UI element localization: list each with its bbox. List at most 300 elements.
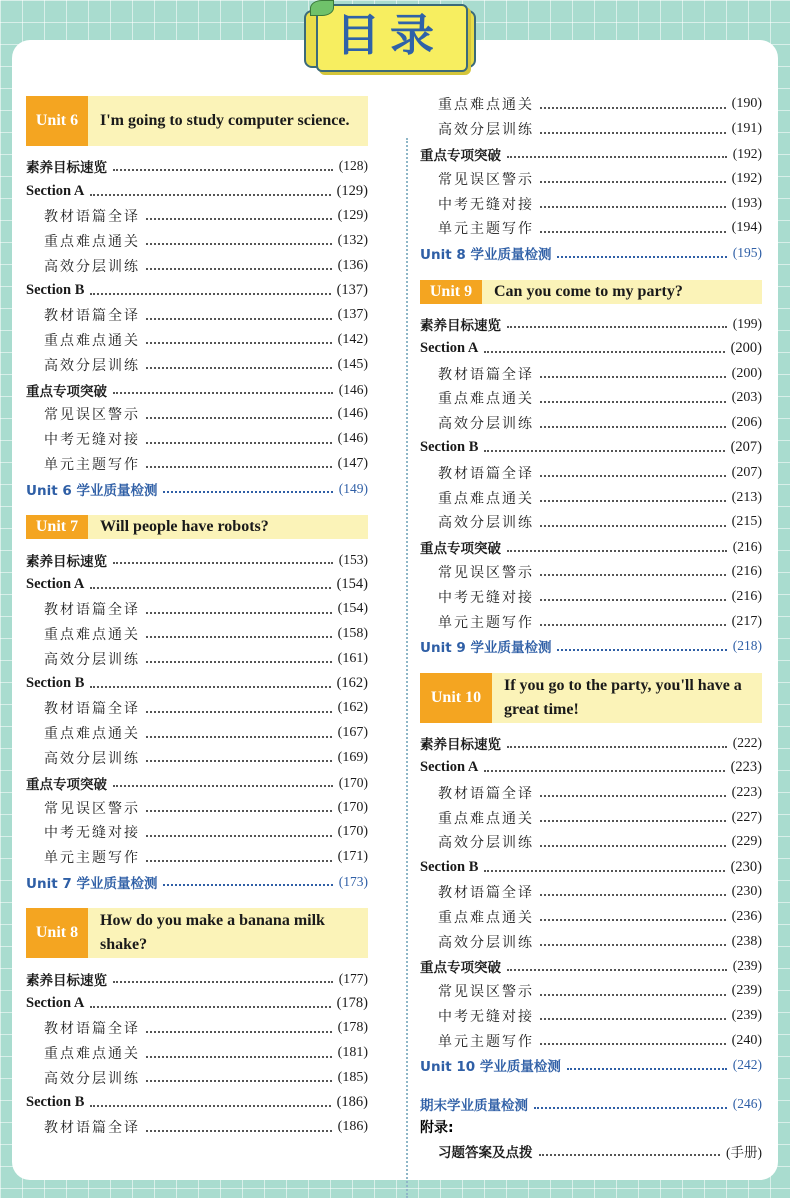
page-number: (161) bbox=[337, 650, 368, 666]
dot-leader bbox=[146, 710, 332, 713]
section-gap bbox=[26, 501, 368, 515]
dot-leader bbox=[146, 1079, 332, 1082]
page-number: (129) bbox=[337, 207, 368, 223]
dot-leader bbox=[146, 1030, 332, 1033]
dot-leader bbox=[540, 106, 726, 109]
toc-entry[interactable] bbox=[26, 352, 368, 377]
dot-leader bbox=[484, 449, 724, 452]
page-number: (195) bbox=[732, 245, 762, 261]
page-number: (147) bbox=[337, 455, 368, 471]
toc-entry[interactable] bbox=[26, 991, 368, 1016]
toc-entry[interactable] bbox=[420, 216, 762, 241]
dot-leader bbox=[540, 131, 726, 134]
toc-entry-label: 常见误区警示 bbox=[438, 565, 534, 581]
toc-entry[interactable] bbox=[26, 328, 368, 353]
toc-entry-label: 中考无缝对接 bbox=[44, 826, 140, 842]
toc-entry-label: 重点难点通关 bbox=[438, 811, 534, 827]
dot-leader bbox=[146, 465, 332, 468]
dot-leader bbox=[146, 611, 332, 614]
dot-leader bbox=[113, 980, 333, 983]
page-number: (246) bbox=[732, 1096, 762, 1112]
toc-entry-label: 重点专项突破 bbox=[26, 776, 107, 793]
toc-entry[interactable] bbox=[420, 1004, 762, 1029]
toc-entry-label: 教材语篇全译 bbox=[438, 786, 534, 802]
toc-entry[interactable] bbox=[26, 228, 368, 253]
toc-entry-label: 素养目标速览 bbox=[26, 972, 107, 989]
dot-leader bbox=[146, 759, 332, 762]
unit-heading bbox=[420, 673, 762, 723]
toc-entry-label: 高效分层训练 bbox=[44, 652, 140, 668]
toc-entry[interactable] bbox=[26, 303, 368, 328]
page-number: (215) bbox=[731, 514, 762, 530]
page-number: (186) bbox=[336, 1094, 368, 1111]
toc-entry-label: 教材语篇全译 bbox=[44, 309, 140, 325]
toc-entry-label: 教材语篇全译 bbox=[44, 209, 140, 225]
toc-entry[interactable] bbox=[26, 377, 368, 402]
toc-entry-label: 高效分层训练 bbox=[438, 935, 534, 951]
dot-leader bbox=[540, 1042, 726, 1045]
page-number: (199) bbox=[732, 315, 762, 331]
dot-leader bbox=[540, 524, 726, 527]
toc-entry[interactable] bbox=[26, 770, 368, 795]
page-number: (193) bbox=[731, 195, 762, 211]
toc-entry-label: 中考无缝对接 bbox=[438, 590, 534, 606]
toc-entry[interactable] bbox=[26, 154, 368, 179]
page-number: (178) bbox=[336, 995, 368, 1011]
dot-leader bbox=[113, 391, 333, 394]
section-gap bbox=[420, 659, 762, 673]
dot-leader bbox=[540, 598, 726, 601]
unit-title: Will people have robots? bbox=[100, 518, 269, 536]
dot-leader bbox=[540, 893, 726, 896]
toc-entry[interactable] bbox=[420, 386, 762, 411]
toc-entry-label: 重点难点通关 bbox=[438, 491, 534, 507]
toc-entry[interactable] bbox=[26, 721, 368, 746]
toc-entry-label: 重点难点通关 bbox=[44, 333, 140, 349]
page-number: (129) bbox=[336, 182, 368, 199]
page-number: (162) bbox=[337, 700, 368, 716]
toc-entry[interactable] bbox=[420, 117, 762, 142]
dot-leader bbox=[540, 1017, 726, 1020]
toc-entry[interactable] bbox=[420, 361, 762, 386]
toc-entry-label: 重点难点通关 bbox=[44, 234, 140, 250]
toc-entry[interactable] bbox=[420, 830, 762, 855]
page-number: (192) bbox=[732, 145, 762, 161]
toc-entry-label: 素养目标速览 bbox=[420, 737, 501, 754]
toc-entry-label: 重点难点通关 bbox=[438, 392, 534, 408]
unit-test-entry[interactable] bbox=[26, 870, 368, 895]
toc-entry-label: 重点专项突破 bbox=[26, 383, 107, 400]
toc-entry[interactable] bbox=[420, 904, 762, 929]
unit-heading bbox=[26, 515, 368, 539]
toc-entry[interactable] bbox=[26, 452, 368, 477]
toc-entry[interactable] bbox=[420, 336, 762, 361]
toc-entry-label: 重点难点通关 bbox=[44, 627, 140, 643]
toc-entry-label: 重点难点通关 bbox=[44, 1047, 140, 1063]
toc-entry-label: Unit 6 学业质量检测 bbox=[26, 482, 158, 499]
section-gap bbox=[420, 266, 762, 280]
toc-entry-label: 单元主题写作 bbox=[438, 222, 534, 238]
page-number: (177) bbox=[338, 970, 368, 986]
toc-entry[interactable] bbox=[420, 1028, 762, 1053]
page-number: (230) bbox=[730, 858, 762, 875]
dot-leader bbox=[146, 366, 332, 369]
page-number: (223) bbox=[731, 784, 762, 800]
dot-leader bbox=[540, 499, 726, 502]
page-number: (240) bbox=[731, 1032, 762, 1048]
toc-entry[interactable] bbox=[420, 560, 762, 585]
toc-entry-label: 高效分层训练 bbox=[44, 259, 140, 275]
dot-leader bbox=[146, 735, 332, 738]
page-number: (203) bbox=[731, 390, 762, 406]
toc-entry[interactable] bbox=[420, 411, 762, 436]
dot-leader bbox=[90, 685, 330, 688]
left-column bbox=[26, 96, 368, 1140]
toc-entry-label: Section A bbox=[420, 759, 479, 776]
page-number: (170) bbox=[337, 824, 368, 840]
page-number: (190) bbox=[731, 96, 762, 112]
page-number: (239) bbox=[732, 958, 762, 974]
unit-test-entry[interactable] bbox=[420, 241, 762, 266]
page-number: (216) bbox=[731, 588, 762, 604]
toc-entry[interactable] bbox=[420, 485, 762, 510]
toc-entry-label: 高效分层训练 bbox=[44, 1071, 140, 1087]
unit-badge: Unit 7 bbox=[26, 515, 88, 539]
page-number: (170) bbox=[338, 774, 368, 790]
toc-entry[interactable] bbox=[420, 954, 762, 979]
dot-leader bbox=[146, 834, 332, 837]
unit-heading bbox=[26, 96, 368, 146]
dot-leader bbox=[507, 549, 727, 552]
toc-entry-label: Unit 9 学业质量检测 bbox=[420, 640, 552, 657]
dot-leader bbox=[484, 869, 724, 872]
toc-entry-label: Section B bbox=[26, 1094, 85, 1111]
page-number: (169) bbox=[337, 749, 368, 765]
toc-entry-label: 教材语篇全译 bbox=[44, 1121, 140, 1137]
page-number: (167) bbox=[337, 725, 368, 741]
dot-leader bbox=[540, 623, 726, 626]
toc-entry-label: 单元主题写作 bbox=[44, 457, 140, 473]
dot-leader bbox=[90, 292, 330, 295]
page-number: (146) bbox=[338, 381, 368, 397]
page-number: (200) bbox=[731, 365, 762, 381]
unit-test-entry[interactable] bbox=[26, 476, 368, 501]
toc-entry-label: 教材语篇全译 bbox=[438, 466, 534, 482]
toc-entry[interactable] bbox=[420, 460, 762, 485]
toc-entry-label: 常见误区警示 bbox=[438, 985, 534, 1001]
toc-entry-label: 高效分层训练 bbox=[438, 516, 534, 532]
toc-entry-label: 重点难点通关 bbox=[438, 98, 534, 114]
toc-entry-label: 高效分层训练 bbox=[44, 751, 140, 767]
page-number: (229) bbox=[731, 834, 762, 850]
page-number: (146) bbox=[337, 431, 368, 447]
dot-leader bbox=[540, 375, 726, 378]
toc-entry[interactable] bbox=[26, 402, 368, 427]
toc-entry[interactable] bbox=[26, 671, 368, 696]
dot-leader bbox=[507, 968, 727, 971]
toc-entry-label: 教材语篇全译 bbox=[438, 885, 534, 901]
dot-leader bbox=[540, 993, 726, 996]
toc-entry-label: Section A bbox=[420, 340, 479, 357]
page-number: (132) bbox=[337, 232, 368, 248]
page-number: (194) bbox=[731, 220, 762, 236]
page-number: (227) bbox=[731, 809, 762, 825]
toc-entry-label: 单元主题写作 bbox=[438, 615, 534, 631]
toc-entry-label: 习题答案及点拨 bbox=[438, 1145, 533, 1162]
toc-entry[interactable] bbox=[420, 855, 762, 880]
dot-leader bbox=[540, 230, 726, 233]
dot-leader bbox=[146, 341, 332, 344]
page-number: (239) bbox=[731, 983, 762, 999]
page-number: (178) bbox=[337, 1020, 368, 1036]
right-column bbox=[420, 92, 762, 1163]
toc-entry[interactable] bbox=[26, 1041, 368, 1066]
dot-leader bbox=[540, 943, 726, 946]
page-number: (154) bbox=[337, 601, 368, 617]
dot-leader bbox=[557, 255, 726, 258]
dot-leader bbox=[146, 217, 332, 220]
dot-leader bbox=[540, 205, 726, 208]
toc-entry-label: 素养目标速览 bbox=[26, 553, 107, 570]
toc-entry-label: Section B bbox=[420, 439, 479, 456]
dot-leader bbox=[540, 180, 726, 183]
dot-leader bbox=[540, 573, 726, 576]
page-number: (137) bbox=[337, 307, 368, 323]
toc-entry-label: Section A bbox=[26, 995, 85, 1011]
dot-leader bbox=[507, 745, 727, 748]
toc-entry[interactable] bbox=[420, 510, 762, 535]
unit-test-entry[interactable] bbox=[420, 1053, 762, 1078]
dot-leader bbox=[146, 416, 332, 419]
title-banner bbox=[304, 2, 476, 74]
toc-entry-label: Section B bbox=[420, 858, 479, 875]
page-number: (171) bbox=[337, 849, 368, 865]
toc-entry-label: Section A bbox=[26, 575, 85, 592]
toc-entry[interactable] bbox=[26, 845, 368, 870]
toc-entry-label: 高效分层训练 bbox=[44, 358, 140, 374]
dot-leader bbox=[540, 844, 726, 847]
toc-entry-label: 单元主题写作 bbox=[438, 1034, 534, 1050]
page-number: (238) bbox=[731, 933, 762, 949]
dot-leader bbox=[507, 325, 727, 328]
page-number: (145) bbox=[337, 356, 368, 372]
unit-title: I'm going to study computer science. bbox=[100, 112, 350, 129]
dot-leader bbox=[540, 819, 726, 822]
dot-leader bbox=[146, 1129, 332, 1132]
page-number: (137) bbox=[336, 281, 368, 298]
dot-leader bbox=[540, 918, 726, 921]
toc-entry-label: 常见误区警示 bbox=[44, 408, 140, 424]
page-title: 目录 bbox=[336, 10, 444, 61]
page-number: (186) bbox=[337, 1119, 368, 1135]
toc-entry[interactable] bbox=[26, 795, 368, 820]
page-number: (217) bbox=[731, 613, 762, 629]
dot-leader bbox=[113, 168, 333, 171]
page-number: (230) bbox=[731, 883, 762, 899]
toc-entry[interactable] bbox=[420, 731, 762, 756]
toc-entry[interactable] bbox=[26, 253, 368, 278]
page-number: (213) bbox=[731, 489, 762, 505]
toc-entry-label: 教材语篇全译 bbox=[44, 1022, 140, 1038]
toc-entry-label: Section A bbox=[26, 182, 85, 199]
toc-entry[interactable] bbox=[26, 204, 368, 229]
page-number: (206) bbox=[731, 415, 762, 431]
dot-leader bbox=[146, 859, 332, 862]
dot-leader bbox=[539, 1153, 721, 1156]
toc-entry-label: 重点难点通关 bbox=[44, 727, 140, 743]
toc-entry[interactable] bbox=[26, 572, 368, 597]
toc-entry[interactable] bbox=[26, 1016, 368, 1041]
toc-entry-label: 教材语篇全译 bbox=[44, 702, 140, 718]
toc-entry-label: 高效分层训练 bbox=[438, 123, 534, 139]
dot-leader bbox=[90, 1005, 330, 1008]
toc-entry[interactable] bbox=[420, 436, 762, 461]
toc-entry[interactable] bbox=[420, 756, 762, 781]
toc-entry-label: 重点专项突破 bbox=[420, 960, 501, 977]
unit-badge: Unit 10 bbox=[420, 673, 492, 723]
dot-leader bbox=[557, 648, 726, 651]
page-number: (223) bbox=[730, 759, 762, 776]
toc-entry[interactable] bbox=[26, 179, 368, 204]
toc-entry-label: 中考无缝对接 bbox=[44, 433, 140, 449]
toc-entry[interactable] bbox=[26, 746, 368, 771]
page-number: (158) bbox=[337, 625, 368, 641]
page-number: (207) bbox=[731, 464, 762, 480]
toc-entry-label: 教材语篇全译 bbox=[438, 367, 534, 383]
page-number: (236) bbox=[731, 908, 762, 924]
page-number: (136) bbox=[337, 257, 368, 273]
toc-entry[interactable] bbox=[26, 696, 368, 721]
toc-entry-label: 常见误区警示 bbox=[44, 801, 140, 817]
page-number: (170) bbox=[337, 799, 368, 815]
toc-entry[interactable] bbox=[26, 597, 368, 622]
toc-entry[interactable] bbox=[420, 805, 762, 830]
toc-entry[interactable] bbox=[420, 312, 762, 337]
unit-title: If you go to the party, you'll have a great time! bbox=[504, 676, 742, 718]
dot-leader bbox=[146, 267, 332, 270]
toc-entry-label: 重点专项突破 bbox=[420, 541, 501, 558]
toc-entry[interactable] bbox=[26, 1090, 368, 1115]
page-number: (153) bbox=[338, 551, 368, 567]
dot-leader bbox=[163, 883, 332, 886]
appendix-label: 附录: bbox=[420, 1119, 454, 1136]
page-number: (146) bbox=[337, 406, 368, 422]
dot-leader bbox=[146, 1055, 332, 1058]
toc-entry[interactable] bbox=[420, 191, 762, 216]
toc-entry[interactable] bbox=[26, 1066, 368, 1091]
toc-entry[interactable] bbox=[420, 142, 762, 167]
toc-entry-label: Unit 10 学业质量检测 bbox=[420, 1059, 561, 1076]
final-exam-entry[interactable] bbox=[420, 1092, 762, 1117]
page-number: (200) bbox=[730, 340, 762, 357]
dot-leader bbox=[540, 474, 726, 477]
page-number: (216) bbox=[731, 563, 762, 579]
toc-entry[interactable] bbox=[420, 92, 762, 117]
toc-entry-label: 高效分层训练 bbox=[438, 836, 534, 852]
column-divider bbox=[406, 138, 408, 1198]
toc-entry-label: Unit 7 学业质量检测 bbox=[26, 875, 158, 892]
toc-entry[interactable] bbox=[420, 584, 762, 609]
dot-leader bbox=[540, 425, 726, 428]
toc-entry[interactable] bbox=[420, 929, 762, 954]
dot-leader bbox=[90, 193, 330, 196]
toc-entry[interactable] bbox=[420, 166, 762, 191]
toc-entry[interactable] bbox=[420, 609, 762, 634]
page-number: (242) bbox=[732, 1057, 762, 1073]
toc-entry-label: 单元主题写作 bbox=[44, 851, 140, 867]
section-gap bbox=[420, 1078, 762, 1092]
toc-entry[interactable] bbox=[26, 646, 368, 671]
page-number: (222) bbox=[732, 735, 762, 751]
page-number: (181) bbox=[337, 1045, 368, 1061]
page-number: (192) bbox=[731, 170, 762, 186]
toc-entry[interactable] bbox=[26, 1115, 368, 1140]
page-number: (162) bbox=[336, 675, 368, 692]
dot-leader bbox=[113, 561, 333, 564]
unit-test-entry[interactable] bbox=[420, 634, 762, 659]
dot-leader bbox=[146, 809, 332, 812]
dot-leader bbox=[540, 794, 726, 797]
unit-badge: Unit 8 bbox=[26, 908, 88, 958]
page-number: (239) bbox=[731, 1007, 762, 1023]
dot-leader bbox=[507, 155, 727, 158]
toc-entry-label: 重点专项突破 bbox=[420, 147, 501, 164]
dot-leader bbox=[484, 769, 724, 772]
page-number: (142) bbox=[337, 331, 368, 347]
toc-entry[interactable] bbox=[420, 780, 762, 805]
toc-entry[interactable] bbox=[420, 535, 762, 560]
dot-leader bbox=[146, 441, 332, 444]
dot-leader bbox=[163, 490, 332, 493]
toc-entry-label: 素养目标速览 bbox=[420, 317, 501, 334]
page-number: (149) bbox=[338, 480, 368, 496]
appendix-entry[interactable] bbox=[420, 1139, 762, 1164]
toc-entry-label: 教材语篇全译 bbox=[44, 603, 140, 619]
toc-entry-label: 重点难点通关 bbox=[438, 910, 534, 926]
page-number: (207) bbox=[730, 439, 762, 456]
toc-entry-label: 中考无缝对接 bbox=[438, 1009, 534, 1025]
toc-entry[interactable] bbox=[26, 427, 368, 452]
toc-entry-label: Section B bbox=[26, 281, 85, 298]
unit-badge: Unit 9 bbox=[420, 280, 482, 304]
page-number: (128) bbox=[338, 158, 368, 174]
toc-entry[interactable] bbox=[26, 278, 368, 303]
dot-leader bbox=[540, 400, 726, 403]
page-number: (191) bbox=[731, 121, 762, 137]
page-number: (216) bbox=[732, 539, 762, 555]
toc-entry[interactable] bbox=[420, 979, 762, 1004]
dot-leader bbox=[146, 242, 332, 245]
dot-leader bbox=[534, 1106, 727, 1109]
dot-leader bbox=[484, 350, 724, 353]
toc-entry-label: Section B bbox=[26, 675, 85, 692]
toc-entry[interactable] bbox=[26, 622, 368, 647]
toc-entry[interactable] bbox=[26, 966, 368, 991]
toc-entry-label: Unit 8 学业质量检测 bbox=[420, 247, 552, 264]
toc-entry-label: 高效分层训练 bbox=[438, 417, 534, 433]
unit-badge: Unit 6 bbox=[26, 96, 88, 146]
unit-heading bbox=[420, 280, 762, 304]
unit-title: Can you come to my party? bbox=[494, 282, 683, 300]
dot-leader bbox=[113, 784, 333, 787]
toc-entry[interactable] bbox=[420, 880, 762, 905]
toc-entry-label: 期末学业质量检测 bbox=[420, 1098, 528, 1115]
toc-entry[interactable] bbox=[26, 547, 368, 572]
dot-leader bbox=[567, 1067, 727, 1070]
dot-leader bbox=[90, 586, 330, 589]
toc-entry-label: 常见误区警示 bbox=[438, 172, 534, 188]
toc-entry[interactable] bbox=[26, 820, 368, 845]
